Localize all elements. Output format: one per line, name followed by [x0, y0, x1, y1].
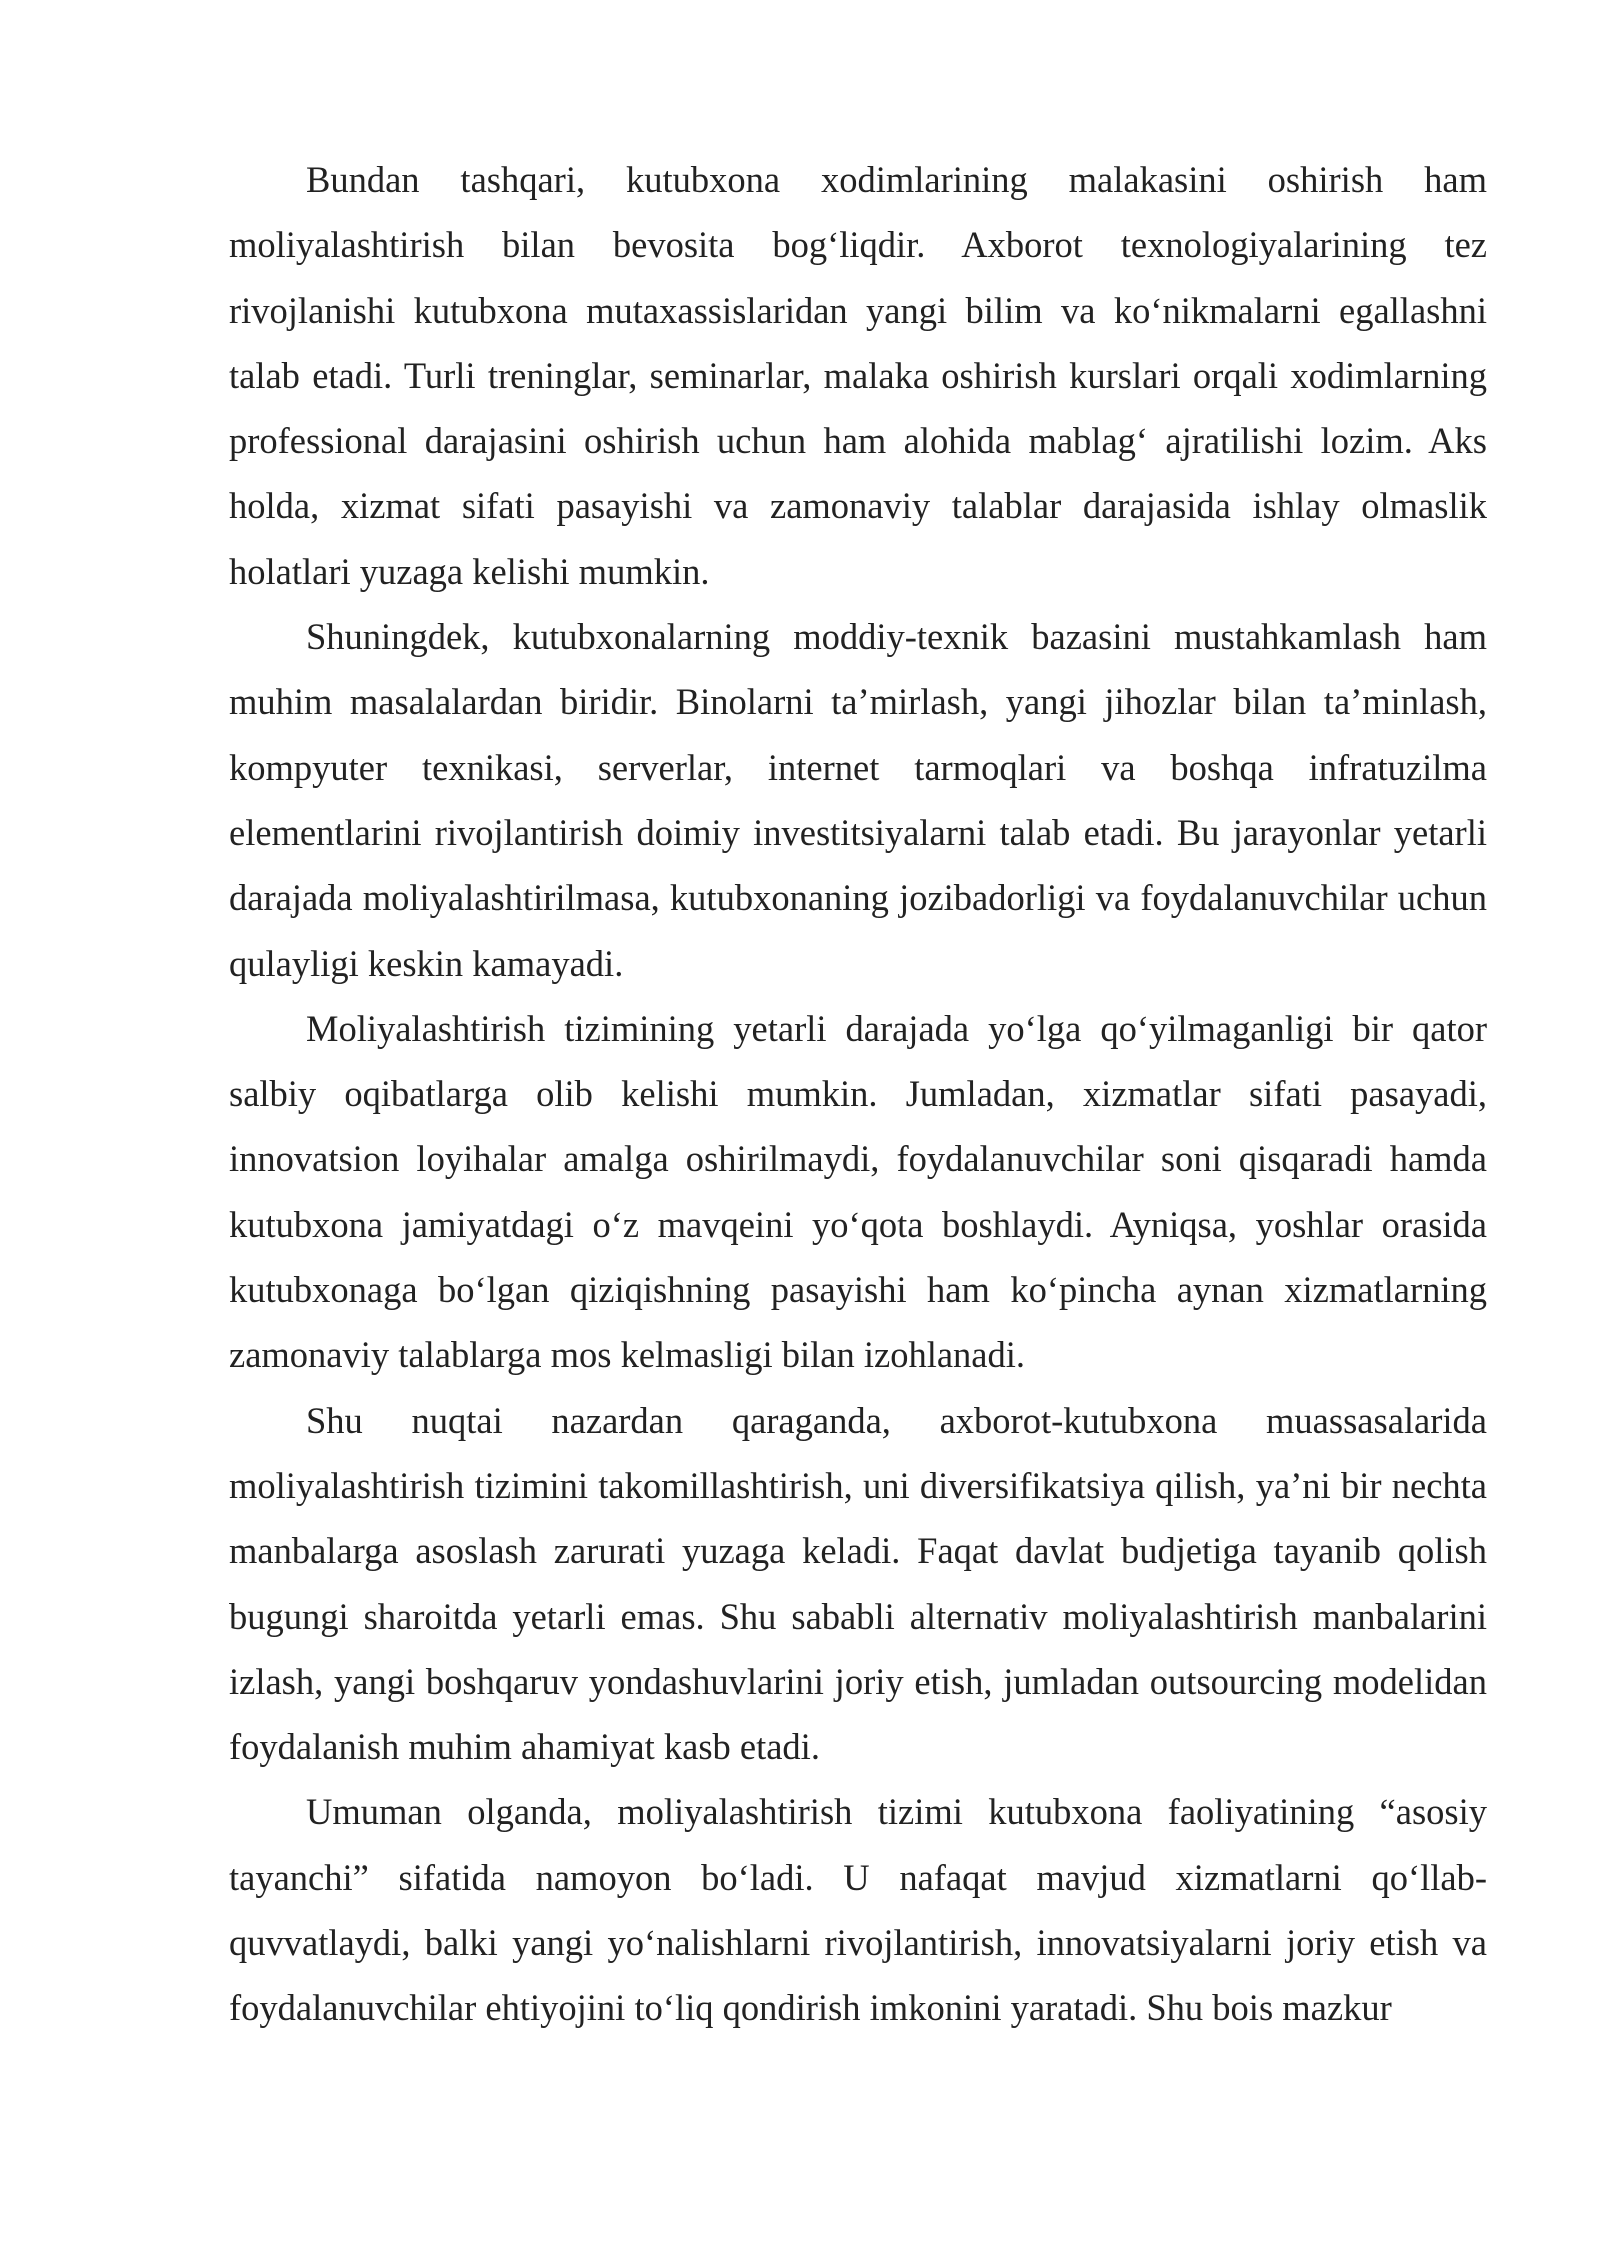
- paragraph-material-base: Shuningdek, kutubxonalarning moddiy-texnik bazasini mustahkamlash ham muhim masalalardan biridir. Binolarni ta’mirlash, yangi jihozlar bilan ta’minlash, kompyuter texnikasi, serverlar, internet tarmoqlari va boshqa infratuzilma elementlarini rivojlantirish doimiy investitsiyalarni talab etadi. Bu jarayonlar yetarli darajada moliyalashtirilmasa, kutubxonaning jozibadorligi va foydalanuvchilar uchun qulayligi keskin kamayadi.: [229, 616, 1487, 984]
- paragraph-conclusion: Umuman olganda, moliyalashtirish tizimi kutubxona faoliyatining “asosiy tayanchi” sifatida namoyon bo‘ladi. U nafaqat mavjud xizmatlarni qo‘llab-quvvatlaydi, balki yangi yo‘nalishlarni rivojlantirish, innovatsiyalarni joriy etish va foydalanuvchilar ehtiyojini to‘liq qondirish imkonini yaratadi. Shu bois mazkur: [229, 1791, 1487, 2029]
- paragraph-diversification: Shu nuqtai nazardan qaraganda, axborot-kutubxona muassasalarida moliyalashtirish tizimini takomillashtirish, uni diversifikatsiya qilish, ya’ni bir nechta manbalarga asoslash zarurati yuzaga keladi. Faqat davlat budjetiga tayanib qolish bugungi sharoitda yetarli emas. Shu sababli alternativ moliyalashtirish manbalarini izlash, yangi boshqaruv yondashuvlarini joriy etish, jumladan outsourcing modelidan foydalanish muhim ahamiyat kasb etadi.: [229, 1399, 1487, 1768]
- document-body: [229, 147, 1487, 2041]
- paragraph-consequences: Moliyalashtirish tizimining yetarli darajada yo‘lga qo‘yilmaganligi bir qator salbiy oqibatlarga olib kelishi mumkin. Jumladan, xizmatlar sifati pasayadi, innovatsion loyihalar amalga oshirilmaydi, foydalanuvchilar soni qisqaradi hamda kutubxona jamiyatdagi o‘z mavqeini yo‘qota boshlaydi. Ayniqsa, yoshlar orasida kutubxonaga bo‘lgan qiziqishning pasayishi ham ko‘pincha aynan xizmatlarning zamonaviy talablarga mos kelmasligi bilan izohlanadi.: [229, 1007, 1487, 1376]
- paragraph-staff-training: Bundan tashqari, kutubxona xodimlarining malakasini oshirish ham moliyalashtirish bilan bevosita bog‘liqdir. Axborot texnologiyalarining tez rivojlanishi kutubxona mutaxassislaridan yangi bilim va ko‘nikmalarni egallashni talab etadi. Turli treninglar, seminarlar, malaka oshirish kurslari orqali xodimlarning professional darajasini oshirish uchun ham alohida mablag‘ ajratilishi lozim. Aks holda, xizmat sifati pasayishi va zamonaviy talablar darajasida ishlay olmaslik holatlari yuzaga kelishi mumkin.: [229, 159, 1487, 592]
